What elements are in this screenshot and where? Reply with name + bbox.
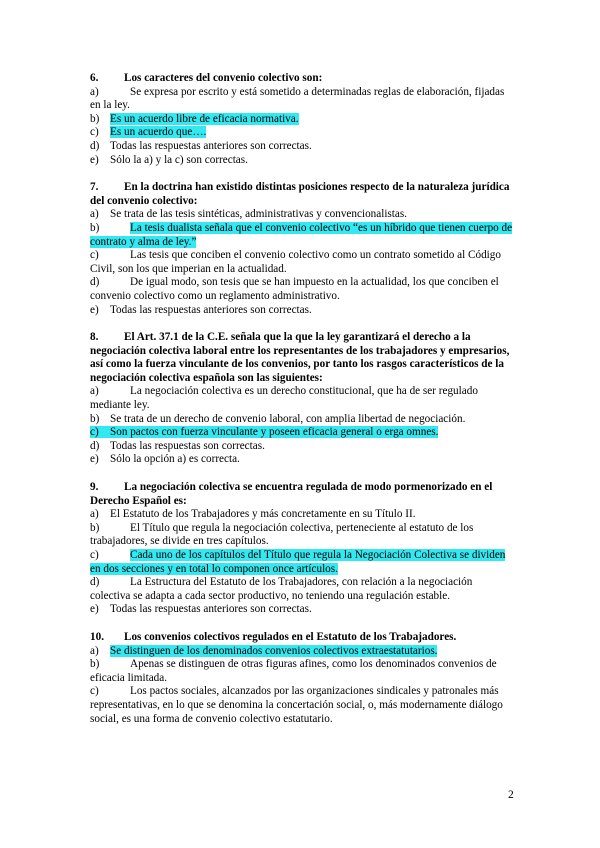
question-number: 9. (90, 481, 99, 494)
option-text: Todas las respuestas son correctas. (110, 439, 265, 452)
question-9 (90, 481, 514, 617)
option-letter: a) (90, 508, 99, 521)
option-b (90, 222, 514, 249)
question-8 (90, 331, 514, 467)
option-e (90, 304, 514, 318)
option-text: De igual modo, son tesis que se han impuesto en la actualidad, los que conciben el convenio colectivo como un reglamento administrativo. (90, 276, 499, 302)
option-text: Apenas se distinguen de otras figuras afines, como los denominados convenios de eficacia limitada. (90, 658, 497, 684)
question-text: En la doctrina han existido distintas posiciones respecto de la naturaleza jurídica del convenio colectivo: (90, 181, 510, 207)
option-text: Todas las respuestas anteriores son correctas. (110, 139, 312, 152)
page-number: 2 (508, 789, 514, 801)
option-a (90, 385, 514, 412)
option-letter: d) (90, 276, 100, 289)
option-letter: c) (90, 426, 99, 439)
option-letter: a) (90, 208, 99, 221)
question-number: 7. (90, 181, 99, 194)
option-c (90, 126, 514, 140)
option-letter: c) (90, 549, 99, 561)
option-a (90, 508, 514, 522)
option-text: La negociación colectiva es un derecho constitucional, que ha de ser regulado mediante ley. (90, 385, 478, 412)
option-d (90, 440, 514, 454)
question-7 (90, 181, 514, 317)
option-letter: d) (90, 139, 100, 152)
option-b (90, 113, 514, 127)
question-text: Los caracteres del convenio colectivo son: (124, 72, 323, 84)
option-d (90, 140, 514, 154)
document-body (90, 72, 514, 740)
question-title (90, 331, 514, 385)
option-text: Todas las respuestas anteriores son correctas. (110, 603, 312, 616)
option-text-highlighted: Se distinguen de los denominados convenios colectivos extraestatutarios. (110, 644, 438, 657)
option-text-highlighted: La tesis dualista señala que el convenio colectivo “es un híbrido que tienen cuerpo de contrato y alma de ley.” (90, 221, 513, 248)
option-letter: d) (90, 576, 100, 589)
option-letter: e) (90, 603, 99, 616)
option-letter: e) (90, 453, 99, 466)
option-letter: c) (90, 685, 99, 698)
option-text: El Estatuto de los Trabajadores y más concretamente en su Título II. (110, 508, 416, 521)
option-c (90, 426, 514, 440)
option-letter: e) (90, 303, 99, 316)
option-text: El Título que regula la negociación colectiva, perteneciente al estatuto de los trabajadores, se divide en tres capítulos. (90, 521, 474, 548)
option-letter: b) (90, 112, 100, 125)
option-c (90, 549, 514, 576)
question-title (90, 481, 514, 508)
option-b (90, 522, 514, 549)
question-6 (90, 72, 514, 167)
question-number: 10. (90, 630, 104, 643)
option-letter: b) (90, 412, 100, 425)
option-text: Todas las respuestas anteriores son correctas. (110, 303, 312, 316)
option-e (90, 154, 514, 168)
question-title (90, 631, 514, 645)
question-number: 8. (90, 331, 99, 344)
option-letter: a) (90, 385, 99, 398)
option-d (90, 576, 514, 603)
question-text: Los convenios colectivos regulados en el Estatuto de los Trabajadores. (124, 630, 457, 643)
question-title (90, 72, 514, 86)
option-text: Se trata de las tesis sintéticas, administrativas y convencionalistas. (110, 208, 408, 221)
option-letter: c) (90, 126, 99, 139)
question-text: La negociación colectiva se encuentra regulada de modo pormenorizado en el Derecho Español es: (90, 481, 493, 507)
option-text-highlighted: Cada uno de los capítulos del Título que regula la Negociación Colectiva se dividen en dos secciones y en total lo componen once artículos. (90, 549, 506, 575)
question-10 (90, 631, 514, 726)
question-text: El Art. 37.1 de la C.E. señala que la que la ley garantizará el derecho a la negociación colectiva laboral entre los representantes de los trabajadores y empresarios, así como la fuerza vinculante de los convenios, por tanto los rasgos característicos de la negociación colectiva española son las siguientes: (90, 331, 510, 384)
option-c (90, 685, 514, 726)
option-text: Sólo la opción a) es correcta. (110, 453, 240, 466)
option-text: Se expresa por escrito y está sometido a determinadas reglas de elaboración, fijadas en la ley. (90, 85, 505, 112)
option-letter: c) (90, 249, 99, 262)
option-text-highlighted: Es un acuerdo libre de eficacia normativa. (110, 112, 299, 125)
option-b (90, 413, 514, 427)
option-e (90, 603, 514, 617)
option-letter: a) (90, 85, 99, 98)
option-c (90, 249, 514, 276)
option-text: Los pactos sociales, alcanzados por las organizaciones sindicales y patronales más representativas, en lo que se denomina la concertación social, o, más modernamente diálogo social, es una forma de convenio colectivo estatutario. (90, 685, 503, 725)
question-title (90, 181, 514, 208)
option-text: La Estructura del Estatuto de los Trabajadores, con relación a la negociación colectiva se adapta a cada sector productivo, no teniendo una regulación estable. (90, 576, 473, 602)
option-a (90, 208, 514, 222)
option-letter: a) (90, 644, 99, 657)
option-a (90, 86, 514, 113)
option-letter: b) (90, 221, 100, 234)
option-letter: d) (90, 439, 100, 452)
option-a (90, 645, 514, 659)
option-text: Se trata de un derecho de convenio laboral, con amplia libertad de negociación. (110, 412, 466, 425)
option-text-highlighted: Es un acuerdo que…. (110, 126, 207, 139)
option-text: Las tesis que conciben el convenio colectivo como un contrato sometido al Código Civil, son los que imperian en la actualidad. (90, 249, 501, 275)
option-d (90, 276, 514, 303)
option-letter: e) (90, 153, 99, 166)
option-letter: b) (90, 658, 100, 671)
question-number: 6. (90, 72, 99, 84)
option-e (90, 453, 514, 467)
option-text: Sólo la a) y la c) son correctas. (110, 153, 248, 166)
option-letter: b) (90, 521, 100, 534)
option-b (90, 658, 514, 685)
option-text-highlighted: Son pactos con fuerza vinculante y poseen eficacia general o erga omnes. (110, 426, 439, 439)
